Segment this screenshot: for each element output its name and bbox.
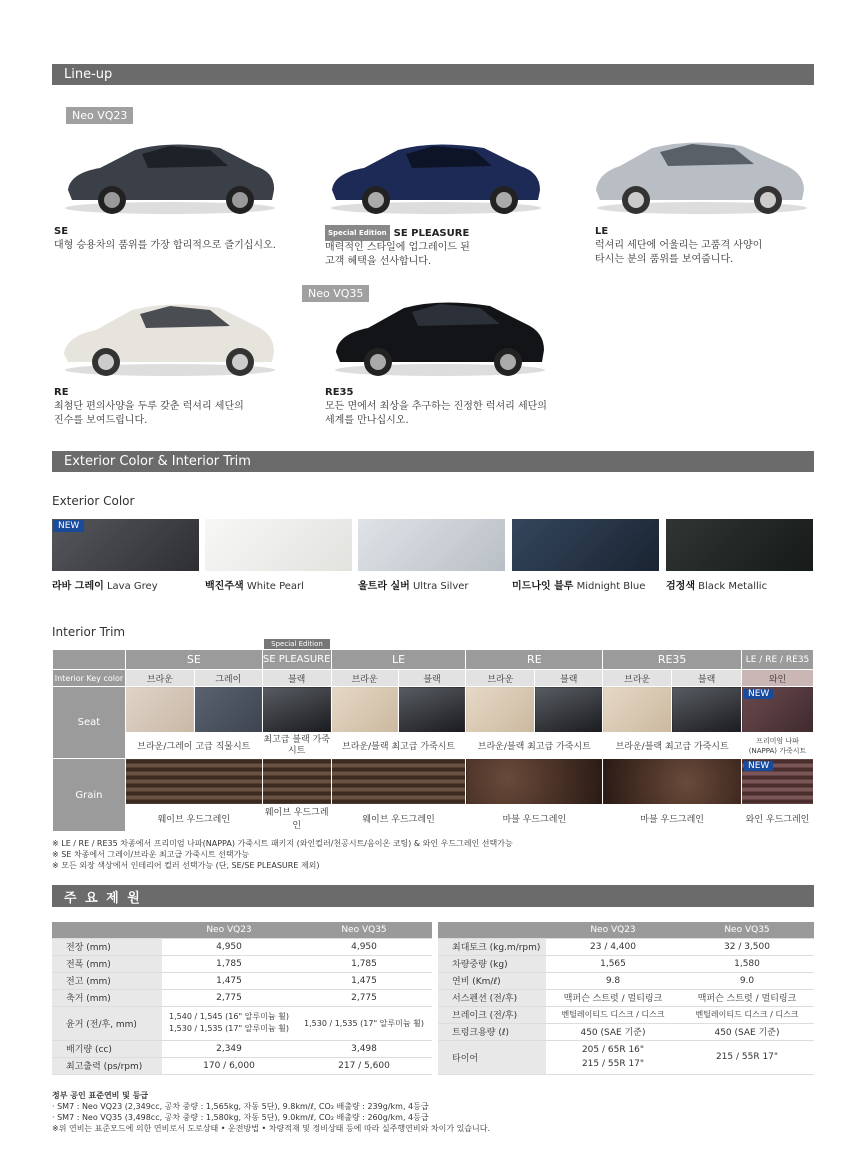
- car-image-re: [60, 290, 280, 380]
- spec-value: 32 / 3,500: [680, 938, 814, 955]
- key-color: 블랙: [398, 670, 466, 687]
- car-re35-desc2: 세계를 만나십시오.: [325, 415, 409, 426]
- swatch-white-pearl: [205, 519, 352, 571]
- note-line: ※ LE / RE / RE35 차종에서 프리미엄 나파(NAPPA) 가죽시트 패키지 (와인컬러/천공시트/음이온 코팅) & 와인 우드그레인 선택가능: [52, 839, 513, 848]
- spec-value: 4,950: [162, 938, 296, 955]
- car-re35-desc1: 모든 면에서 최상을 추구하는 진정한 럭셔리 세단의: [325, 401, 547, 412]
- spec-value: 맥퍼슨 스트럿 / 멀티링크: [546, 989, 680, 1006]
- grain-desc: 와인 우드그레인: [742, 805, 814, 832]
- seat-swatch-brown-leather: [331, 687, 398, 733]
- special-edition-label: Special Edition: [264, 639, 330, 649]
- spec-label: 최대토크 (kg.m/rpm): [438, 938, 546, 955]
- car-re-desc1: 최첨단 편의사양을 두루 갖춘 럭셔리 세단의: [54, 401, 244, 412]
- spec-value: 벤틸레이티드 디스크 / 디스크: [546, 1006, 680, 1023]
- tag-neo-vq23: Neo VQ23: [66, 107, 133, 124]
- grain-desc: 웨이브 우드그레인: [125, 805, 262, 832]
- grain-label: Grain: [53, 759, 126, 832]
- car-se-pleasure-name: SE PLEASURE: [393, 228, 470, 239]
- group-se-pleasure: SE PLEASURE: [262, 650, 331, 670]
- spec-value: 170 / 6,000: [162, 1057, 296, 1074]
- grain-swatch-marble: [603, 759, 742, 805]
- group-le-re-re35: LE / RE / RE35: [742, 650, 814, 670]
- key-color: 브라운: [466, 670, 535, 687]
- key-color: 블랙: [535, 670, 603, 687]
- grain-swatch-wave: [262, 759, 331, 805]
- col-neo-vq35: Neo VQ35: [296, 922, 432, 938]
- new-badge: NEW: [744, 761, 773, 771]
- spec-label: 전장 (mm): [52, 938, 162, 955]
- car-se-desc: 대형 승용차의 품위를 가장 합리적으로 즐기십시오.: [54, 240, 276, 251]
- car-se-name: SE: [54, 226, 69, 237]
- car-le: [595, 225, 762, 267]
- spec-value: 3,498: [296, 1040, 432, 1057]
- spec-value-line: 1,540 / 1,545 (16" 알루미늄 휠): [169, 1012, 289, 1021]
- swatch-black-metallic: [666, 519, 813, 571]
- swatch-label-black-metallic: 검정색 Black Metallic: [666, 581, 768, 592]
- seat-swatch-grey-fabric: [194, 687, 262, 733]
- grain-desc: 웨이브 우드그레인: [331, 805, 466, 832]
- key-color: 블랙: [262, 670, 331, 687]
- seat-swatch-brown-leather: [603, 687, 672, 733]
- spec-value: 1,530 / 1,535 (17" 알루미늄 휠): [296, 1006, 432, 1040]
- spec-label: 차량중량 (kg): [438, 955, 546, 972]
- seat-swatch-brown-fabric: [125, 687, 194, 733]
- spec-value: 2,349: [162, 1040, 296, 1057]
- car-le-desc2: 타시는 분의 품위를 보여줍니다.: [595, 254, 734, 265]
- spec-value-line: 1,530 / 1,535 (17" 알루미늄 휠): [169, 1024, 289, 1033]
- seat-desc: 프리미엄 나파 (NAPPA) 가죽시트: [742, 733, 814, 759]
- spec-label: 타이어: [438, 1040, 546, 1074]
- spec-label: 최고출력 (ps/rpm): [52, 1057, 162, 1074]
- col-neo-vq23: Neo VQ23: [546, 922, 680, 938]
- car-re35: [325, 386, 547, 428]
- key-color: 와인: [742, 670, 814, 687]
- seat-label: Seat: [53, 687, 126, 759]
- key-color: 브라운: [603, 670, 672, 687]
- spec-value: 1,785: [296, 955, 432, 972]
- swatch-label-white-pearl: 백진주색 White Pearl: [205, 581, 304, 592]
- seat-swatch-wine-nappa: [742, 687, 814, 733]
- key-color: 브라운: [331, 670, 398, 687]
- interior-trim-title: Interior Trim: [52, 625, 126, 639]
- spec-value: 1,785: [162, 955, 296, 972]
- spec-value: 2,775: [296, 989, 432, 1006]
- spec-value: 9.0: [680, 972, 814, 989]
- spec-table-left: [52, 922, 432, 1075]
- spec-value: 1,565: [546, 955, 680, 972]
- car-image-re35: [330, 290, 550, 380]
- car-se-pleasure-desc1: 매력적인 스타일에 업그레이드 된: [325, 242, 470, 253]
- exterior-color-title: Exterior Color: [52, 494, 135, 508]
- swatch-label-ultra-silver: 울트라 실버 Ultra Silver: [358, 581, 469, 592]
- lineup-header: [52, 64, 814, 85]
- seat-desc: 브라운/블랙 최고급 가죽시트: [466, 733, 603, 759]
- spec-label: 브레이크 (전/후): [438, 1006, 546, 1023]
- new-badge: NEW: [744, 689, 773, 699]
- spec-value: 맥퍼슨 스트럿 / 멀티링크: [680, 989, 814, 1006]
- exterior-interior-header: [52, 451, 814, 472]
- car-le-desc1: 럭셔리 세단에 어울리는 고품격 사양이: [595, 240, 763, 251]
- spec-label: 전폭 (mm): [52, 955, 162, 972]
- note-line: · SM7 : Neo VQ35 (3,498cc, 공차 중량 : 1,580kg, 자동 5단), 9.0km/ℓ, CO₂ 배출량 : 260g/km, 4등급: [52, 1113, 429, 1122]
- spec-value: 450 (SAE 기준): [680, 1023, 814, 1040]
- spec-value: 217 / 5,600: [296, 1057, 432, 1074]
- spec-value: [162, 1006, 296, 1040]
- spec-value: 1,580: [680, 955, 814, 972]
- grain-swatch-wine: [742, 759, 814, 805]
- group-re35: RE35: [603, 650, 742, 670]
- car-re: [54, 386, 244, 428]
- spec-value: 4,950: [296, 938, 432, 955]
- seat-desc: 최고급 블랙 가죽시트: [262, 733, 331, 759]
- seat-swatch-black-leather: [262, 687, 331, 733]
- car-image-se: [60, 128, 280, 218]
- swatch-label-midnight-blue: 미드나잇 블루 Midnight Blue: [512, 581, 646, 592]
- specs-title: 주 요 제 원: [64, 890, 142, 906]
- col-neo-vq35: Neo VQ35: [680, 922, 814, 938]
- spec-label: 트렁크용량 (ℓ): [438, 1023, 546, 1040]
- spec-value: 450 (SAE 기준): [546, 1023, 680, 1040]
- fuel-economy-notes: [52, 1090, 490, 1134]
- spec-value-line: 215 / 55R 17": [581, 1059, 645, 1069]
- key-color: 브라운: [125, 670, 194, 687]
- key-color-label: Interior Key color: [53, 670, 126, 687]
- grain-swatch-wave: [125, 759, 262, 805]
- spec-value: 벤틸레이티드 디스크 / 디스크: [680, 1006, 814, 1023]
- new-badge: NEW: [53, 520, 84, 532]
- spec-table-right: [438, 922, 814, 1075]
- group-re: RE: [466, 650, 603, 670]
- grain-swatch-marble: [466, 759, 603, 805]
- seat-desc: 브라운/그레이 고급 직물시트: [125, 733, 262, 759]
- note-line: · SM7 : Neo VQ23 (2,349cc, 공차 중량 : 1,565kg, 자동 5단), 9.8km/ℓ, CO₂ 배출량 : 239g/km, 4등급: [52, 1102, 429, 1111]
- note-line: ※ 모든 외장 색상에서 인테리어 컬러 선택가능 (단, SE/SE PLEASURE 제외): [52, 861, 320, 870]
- swatch-label-lava-grey: 라바 그레이 Lava Grey: [52, 581, 158, 592]
- grain-swatch-wave: [331, 759, 466, 805]
- spec-value: 215 / 55R 17": [680, 1040, 814, 1074]
- car-re35-name: RE35: [325, 387, 354, 398]
- spec-value-line: 205 / 65R 16": [581, 1045, 645, 1055]
- spec-label: 서스펜션 (전/후): [438, 989, 546, 1006]
- seat-swatch-black-leather: [672, 687, 742, 733]
- note-line: ※위 연비는 표준모드에 의한 연비로서 도로상태 • 운전방법 • 차량적재 및 정비상태 등에 따라 실주행연비와 차이가 있습니다.: [52, 1124, 491, 1133]
- swatch-ultra-silver: [358, 519, 505, 571]
- key-color: 그레이: [194, 670, 262, 687]
- exterior-interior-title: Exterior Color & Interior Trim: [64, 454, 251, 469]
- seat-desc: 브라운/블랙 최고급 가죽시트: [603, 733, 742, 759]
- spec-value: [546, 1040, 680, 1074]
- grain-desc: 마블 우드그레인: [603, 805, 742, 832]
- fuel-economy-title: 정부 공인 표준연비 및 등급: [52, 1091, 149, 1100]
- interior-trim-table: [52, 649, 814, 832]
- spec-value: 23 / 4,400: [546, 938, 680, 955]
- car-se: [54, 225, 276, 253]
- seat-swatch-black-leather: [535, 687, 603, 733]
- seat-desc: 브라운/블랙 최고급 가죽시트: [331, 733, 466, 759]
- car-image-le: [592, 128, 812, 218]
- car-re-desc2: 진수를 보여드립니다.: [54, 415, 148, 426]
- spec-label: 윤거 (전/후, mm): [52, 1006, 162, 1040]
- note-line: ※ SE 차종에서 그레이/브라운 최고급 가죽시트 선택가능: [52, 850, 250, 859]
- car-se-pleasure: [325, 225, 470, 269]
- spec-value: 9.8: [546, 972, 680, 989]
- spec-value: 1,475: [162, 972, 296, 989]
- key-color: 블랙: [672, 670, 742, 687]
- group-le: LE: [331, 650, 466, 670]
- car-re-name: RE: [54, 387, 69, 398]
- swatch-midnight-blue: [512, 519, 659, 571]
- group-se: SE: [125, 650, 262, 670]
- spec-label: 연비 (Km/ℓ): [438, 972, 546, 989]
- specs-header: [52, 885, 814, 907]
- lineup-title: Line-up: [64, 67, 113, 82]
- interior-notes: [52, 838, 513, 871]
- col-neo-vq23: Neo VQ23: [162, 922, 296, 938]
- seat-swatch-black-leather: [398, 687, 466, 733]
- car-se-pleasure-desc2: 고객 혜택을 선사합니다.: [325, 256, 432, 267]
- seat-swatch-brown-leather: [466, 687, 535, 733]
- special-edition-tag: Special Edition: [325, 225, 390, 241]
- tag-neo-vq35: Neo VQ35: [302, 285, 369, 302]
- grain-desc: 웨이브 우드그레인: [262, 805, 331, 832]
- car-le-name: LE: [595, 226, 609, 237]
- spec-value: 1,475: [296, 972, 432, 989]
- car-image-se-pleasure: [326, 128, 546, 218]
- grain-desc: 마블 우드그레인: [466, 805, 603, 832]
- spec-label: 배기량 (cc): [52, 1040, 162, 1057]
- spec-value: 2,775: [162, 989, 296, 1006]
- spec-label: 축거 (mm): [52, 989, 162, 1006]
- spec-label: 전고 (mm): [52, 972, 162, 989]
